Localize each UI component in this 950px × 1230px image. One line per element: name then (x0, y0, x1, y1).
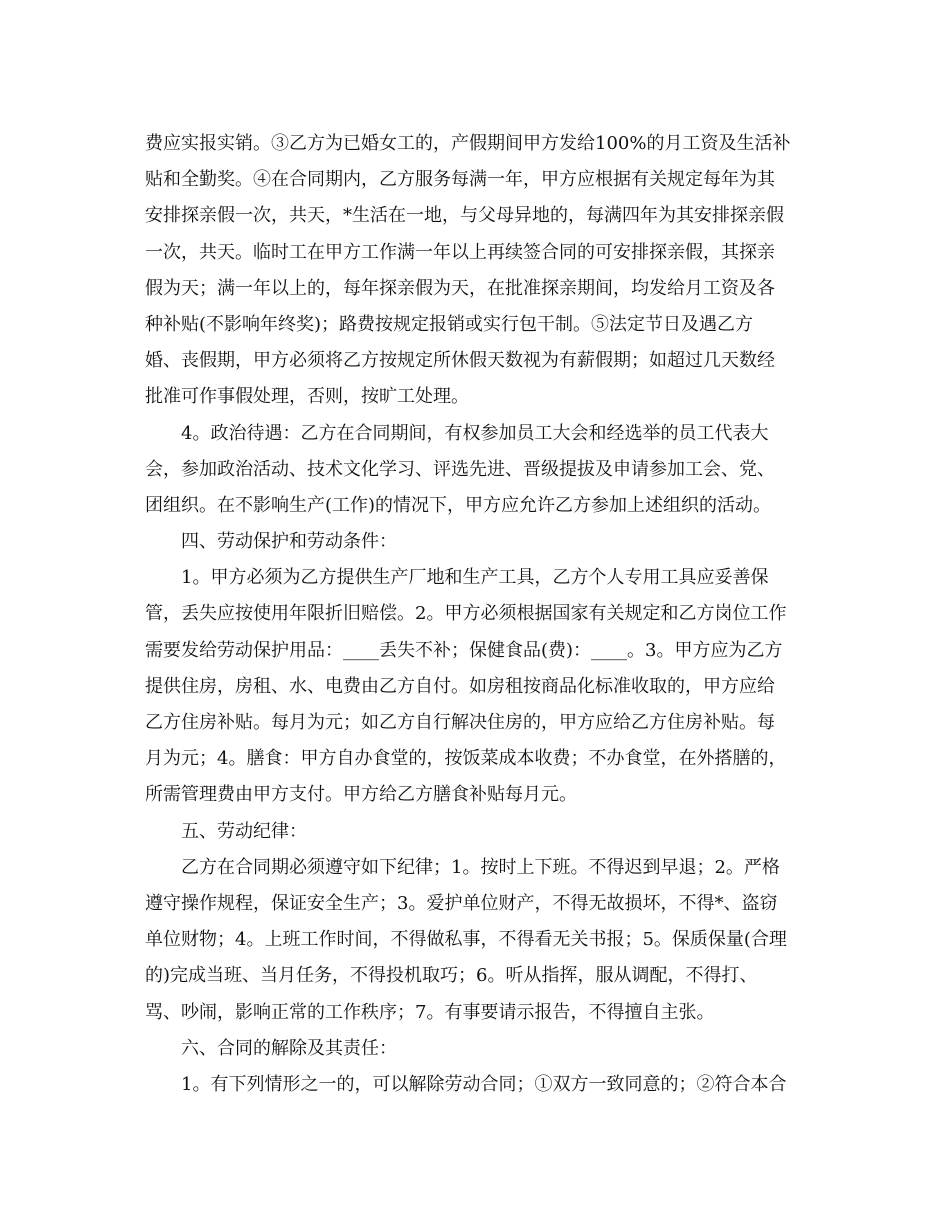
text-line: 的)完成当班、当月任务，不得投机取巧；6。听从指挥，服从调配，不得打、 (145, 965, 758, 987)
text-line: 需要发给劳动保护用品：____丢失不补；保健食品(费)：____。3。甲方应为乙方 (145, 639, 783, 661)
paragraph (145, 524, 809, 560)
paragraph (145, 416, 809, 525)
document-body (145, 126, 809, 1103)
text-line: 提供住房，房租、水、电费由乙方自付。如房租按商品化标准收取的，甲方应给 (145, 675, 775, 697)
text-line: 批准可作事假处理，否则，按旷工处理。 (145, 386, 469, 408)
text-line: 一次，共天。临时工在甲方工作满一年以上再续签合同的可安排探亲假，其探亲 (145, 241, 775, 263)
text-line: 婚、丧假期，甲方必须将乙方按规定所休假天数视为有薪假期；如超过几天数经 (145, 350, 775, 372)
text-line: 单位财物；4。上班工作时间，不得做私事，不得看无关书报；5。保质保量(合理 (145, 929, 787, 951)
text-line: 种补贴(不影响年终奖)；路费按规定报销或实行包干制。⑤法定节日及遇乙方 (145, 313, 754, 335)
text-line: 假为天；满一年以上的，每年探亲假为天，在批准探亲期间，均发给月工资及各 (145, 277, 775, 299)
text-line: 遵守操作规程，保证安全生产；3。爱护单位财产，不得无故损坏，不得*、盗窃 (145, 892, 778, 914)
text-line: 1。甲方必须为乙方提供生产厂地和生产工具，乙方个人专用工具应妥善保 (145, 567, 769, 589)
text-line: 安排探亲假一次，共天，*生活在一地，与父母异地的，每满四年为其安排探亲假 (145, 205, 784, 227)
paragraph (145, 814, 809, 850)
text-line: 所需管理费由甲方支付。甲方给乙方膳食补贴每月元。 (145, 784, 577, 806)
text-line: 四、劳动保护和劳动条件： (145, 531, 397, 553)
text-line: 4。政治待遇：乙方在合同期间，有权参加员工大会和经选举的员工代表大 (145, 422, 769, 444)
text-line: 费应实报实销。③乙方为已婚女工的，产假期间甲方发给100%的月工资及生活补 (145, 133, 791, 154)
text-line: 管，丢失应按使用年限折旧赔偿。2。甲方必须根据国家有关规定和乙方岗位工作 (145, 603, 787, 625)
paragraph (145, 1067, 809, 1103)
paragraph (145, 850, 809, 1031)
text-line: 团组织。在不影响生产(工作)的情况下，甲方应允许乙方参加上述组织的活动。 (145, 494, 772, 516)
text-line: 月为元；4。膳食：甲方自办食堂的，按饭菜成本收费；不办食堂，在外搭膳的， (145, 748, 787, 770)
text-line: 乙方在合同期必须遵守如下纪律；1。按时上下班。不得迟到早退；2。严格 (145, 856, 780, 878)
paragraph (145, 126, 809, 416)
text-line: 乙方住房补贴。每月为元；如乙方自行解决住房的，甲方应给乙方住房补贴。每 (145, 712, 775, 733)
text-line: 五、劳动纪律： (145, 820, 307, 842)
paragraph (145, 1031, 809, 1067)
text-line: 会，参加政治活动、技术文化学习、评选先进、晋级提拔及申请参加工会、党、 (145, 458, 775, 480)
text-line: 贴和全勤奖。④在合同期内，乙方服务每满一年，甲方应根据有关规定每年为其 (145, 169, 775, 191)
text-line: 1。有下列情形之一的，可以解除劳动合同；①双方一致同意的；②符合本合 (145, 1073, 787, 1095)
text-line: 六、合同的解除及其责任： (145, 1037, 397, 1059)
paragraph (145, 560, 809, 813)
text-line: 骂、吵闹，影响正常的工作秩序；7。有事要请示报告，不得擅自主张。 (145, 1001, 715, 1023)
